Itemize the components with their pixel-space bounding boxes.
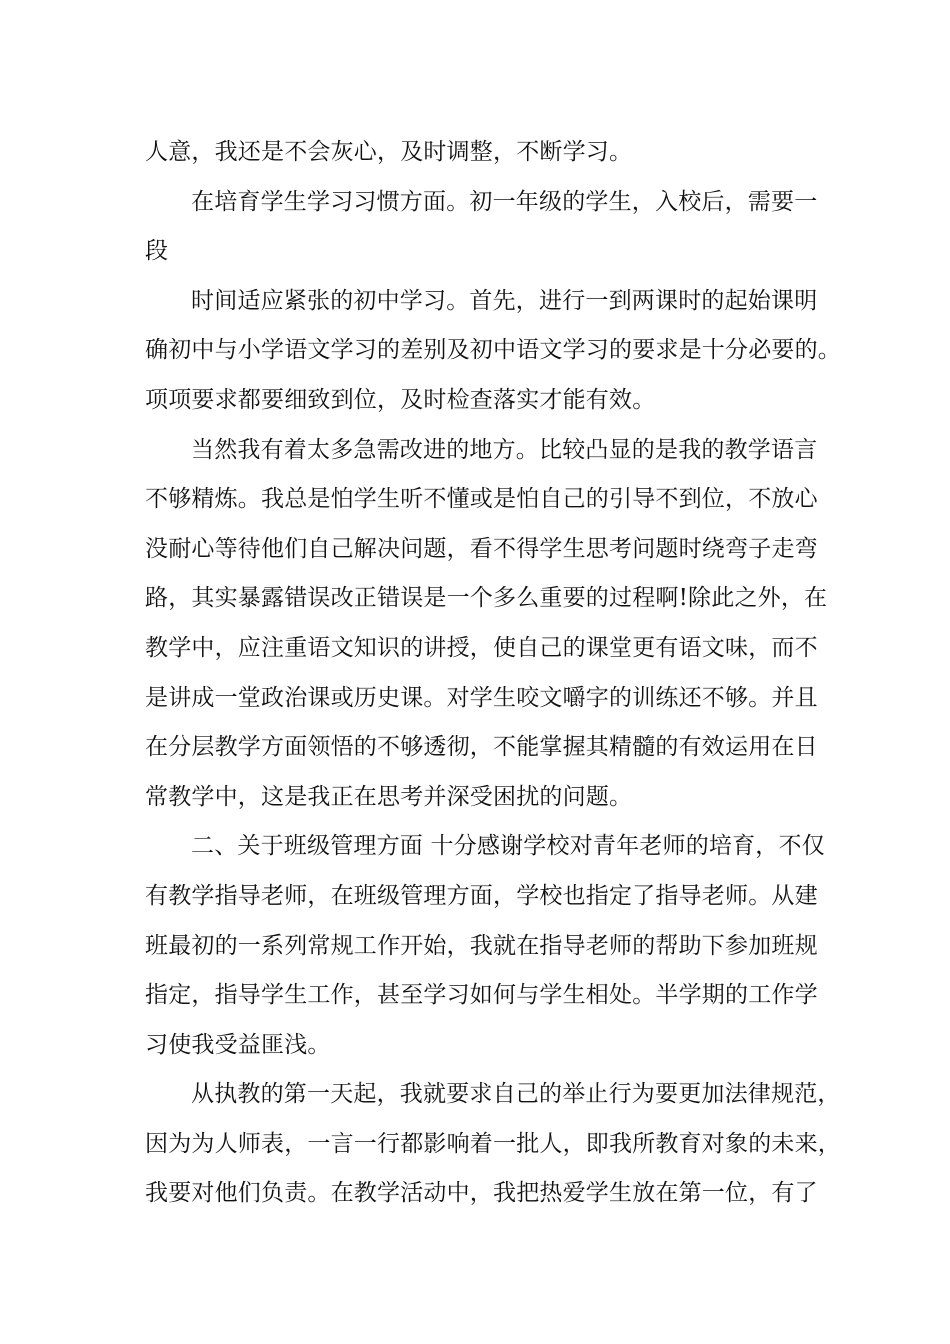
text-line: 在分层教学方面领悟的不够透彻，不能掌握其精髓的有效运用在日 — [145, 734, 818, 761]
paragraph-start-line: 时间适应紧张的初中学习。首先，进行一到两课时的起始课明 — [191, 287, 818, 314]
text-line: 因为为人师表，一言一行都影响着一批人，即我所教育对象的未来， — [145, 1130, 841, 1157]
text-line: 人意，我还是不会灰心，及时调整，不断学习。 — [145, 139, 633, 165]
text-line: 我要对他们负责。在教学活动中，我把热爱学生放在第一位，有了 — [145, 1180, 818, 1207]
text-line: 教学中，应注重语文知识的讲授，使自己的课堂更有语文味，而不 — [145, 634, 818, 661]
text-line: 没耐心等待他们自己解决问题，看不得学生思考问题时绕弯子走弯 — [145, 535, 818, 562]
text-line: 有教学指导老师，在班级管理方面，学校也指定了指导老师。从建 — [145, 882, 818, 909]
text-line: 指定，指导学生工作，甚至学习如何与学生相处。半学期的工作学 — [145, 982, 818, 1009]
paragraph-start-line: 二、关于班级管理方面 十分感谢学校对青年老师的培育，不仅 — [191, 833, 825, 860]
body-text — [145, 128, 841, 1219]
text-line: 段 — [145, 238, 169, 265]
text-line: 习使我受益匪浅。 — [145, 1031, 331, 1058]
text-line: 项项要求都要细致到位，及时检查落实才能有效。 — [145, 386, 656, 413]
text-line: 是讲成一堂政治课或历史课。对学生咬文嚼字的训练还不够。并且 — [145, 684, 818, 711]
text-line: 班最初的一系列常规工作开始，我就在指导老师的帮助下参加班规 — [145, 932, 818, 959]
paragraph-start-line: 在培育学生学习习惯方面。初一年级的学生，入校后，需要一 — [191, 188, 818, 215]
text-line: 路，其实暴露错误改正错误是一个多么重要的过程啊!除此之外，在 — [145, 585, 828, 612]
paragraph-start-line: 从执教的第一天起，我就要求自己的举止行为要更加法律规范， — [191, 1081, 841, 1108]
text-line: 确初中与小学语文学习的差别及初中语文学习的要求是十分必要的。 — [145, 337, 841, 364]
text-line: 不够精炼。我总是怕学生听不懂或是怕自己的引导不到位，不放心 — [145, 486, 818, 513]
paragraph-start-line: 当然我有着太多急需改进的地方。比较凸显的是我的教学语言 — [191, 436, 818, 463]
text-line: 常教学中，这是我正在思考并深受困扰的问题。 — [145, 783, 633, 810]
